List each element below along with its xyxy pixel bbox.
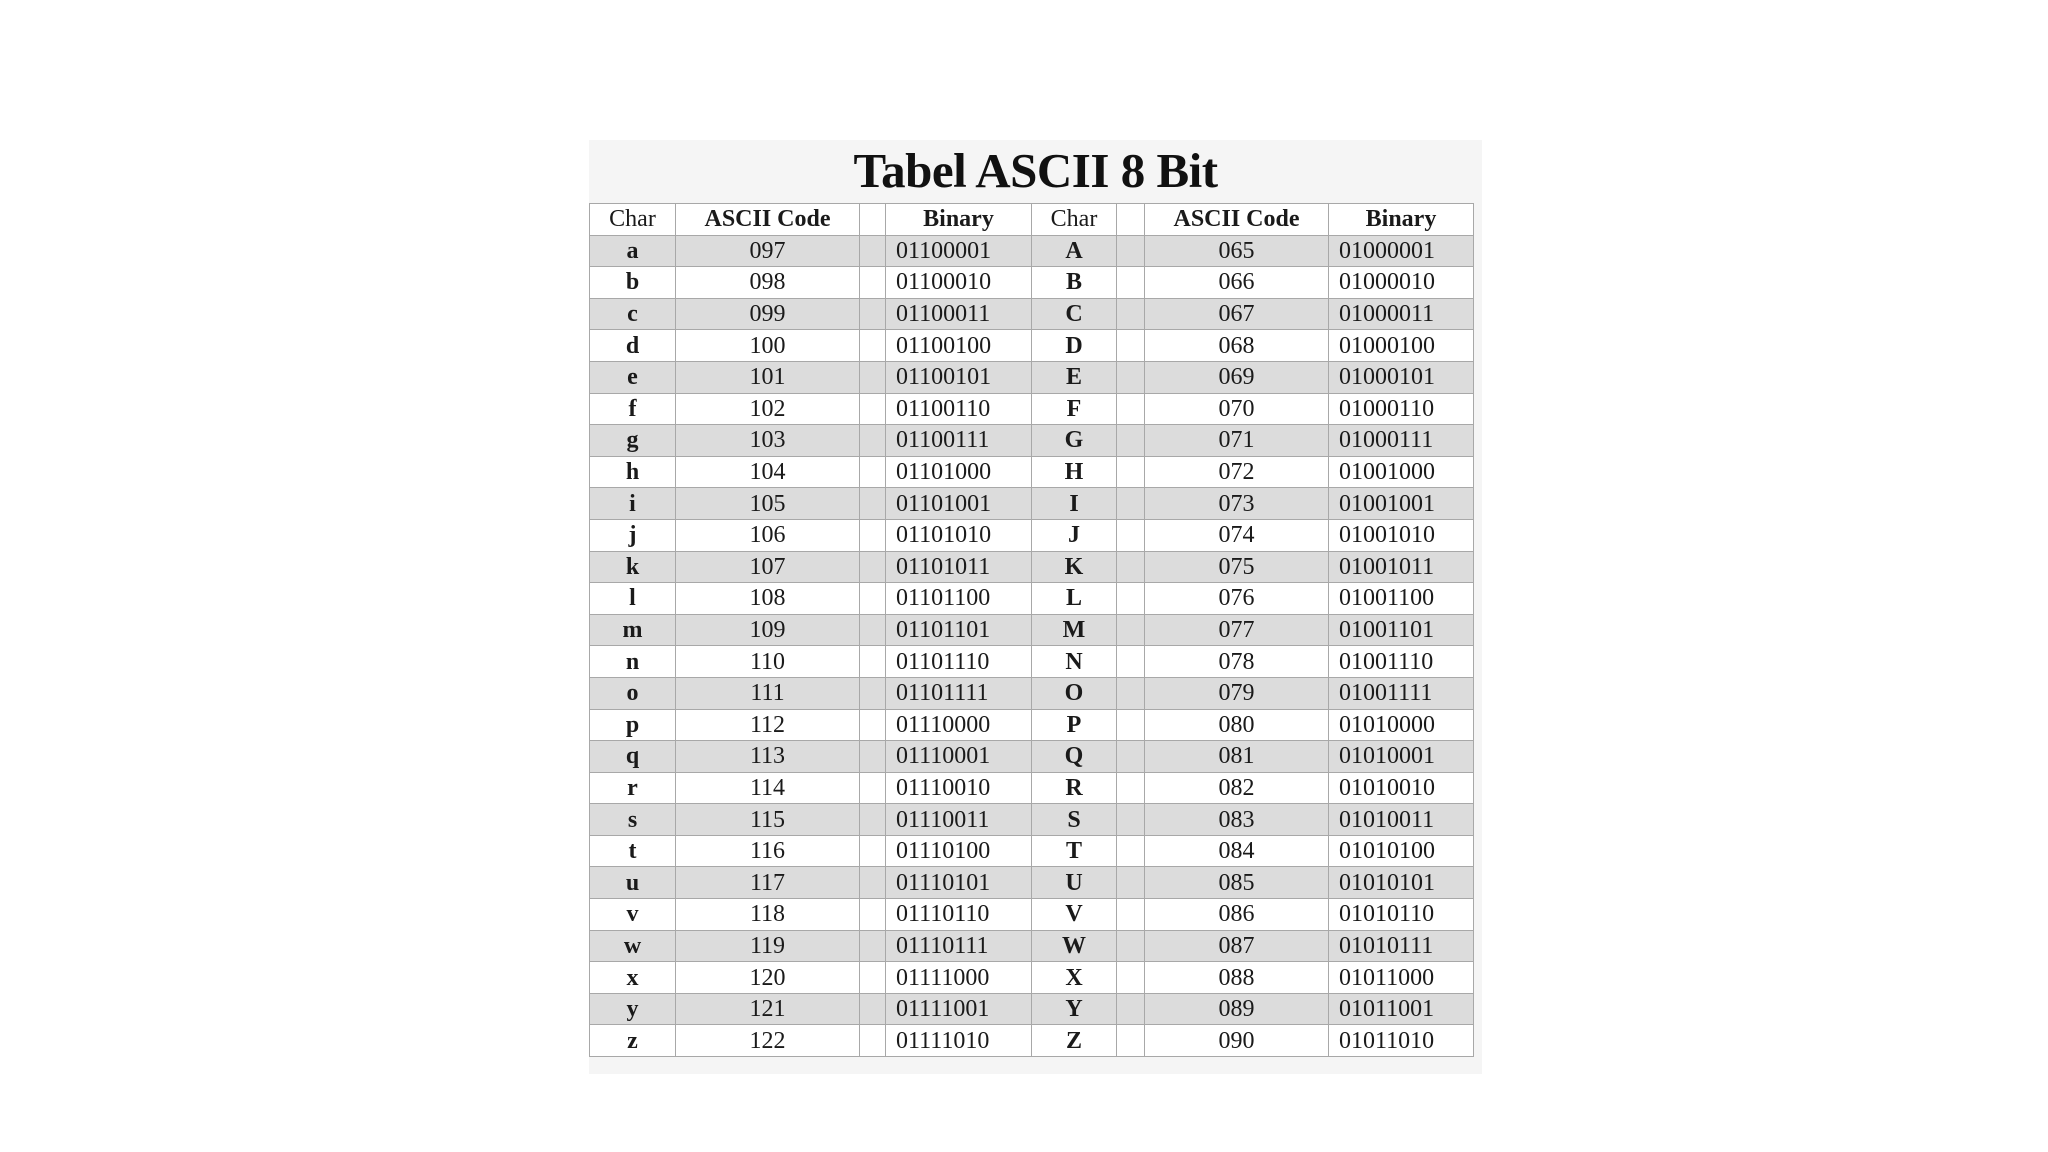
spacer-cell bbox=[860, 298, 886, 330]
char-lowercase-cell: d bbox=[590, 330, 676, 362]
char-lowercase-cell: c bbox=[590, 298, 676, 330]
char-uppercase-cell: O bbox=[1032, 677, 1117, 709]
table-row bbox=[590, 614, 1474, 646]
binary-lowercase-cell: 01101000 bbox=[886, 456, 1032, 488]
binary-lowercase-cell: 01100110 bbox=[886, 393, 1032, 425]
char-lowercase-cell: t bbox=[590, 835, 676, 867]
table-row bbox=[590, 930, 1474, 962]
char-uppercase-cell: Y bbox=[1032, 993, 1117, 1025]
binary-uppercase-cell: 01001100 bbox=[1329, 583, 1474, 615]
spacer-cell bbox=[1117, 772, 1145, 804]
char-lowercase-cell: q bbox=[590, 741, 676, 773]
char-uppercase-cell: U bbox=[1032, 867, 1117, 899]
ascii-code-lowercase-cell: 116 bbox=[676, 835, 860, 867]
spacer-cell bbox=[1117, 551, 1145, 583]
spacer-cell bbox=[1117, 993, 1145, 1025]
ascii-code-lowercase-cell: 110 bbox=[676, 646, 860, 678]
char-uppercase-cell: S bbox=[1032, 804, 1117, 836]
ascii-code-lowercase-cell: 098 bbox=[676, 267, 860, 299]
binary-uppercase-cell: 01000001 bbox=[1329, 235, 1474, 267]
header-spacer bbox=[860, 204, 886, 236]
ascii-code-uppercase-cell: 069 bbox=[1145, 361, 1329, 393]
ascii-code-uppercase-cell: 070 bbox=[1145, 393, 1329, 425]
spacer-cell bbox=[860, 393, 886, 425]
char-lowercase-cell: n bbox=[590, 646, 676, 678]
ascii-code-uppercase-cell: 083 bbox=[1145, 804, 1329, 836]
binary-uppercase-cell: 01011001 bbox=[1329, 993, 1474, 1025]
table-row bbox=[590, 361, 1474, 393]
ascii-code-lowercase-cell: 119 bbox=[676, 930, 860, 962]
char-lowercase-cell: r bbox=[590, 772, 676, 804]
char-uppercase-cell: P bbox=[1032, 709, 1117, 741]
ascii-table-sheet bbox=[589, 140, 1482, 1074]
char-uppercase-cell: Q bbox=[1032, 741, 1117, 773]
spacer-cell bbox=[860, 835, 886, 867]
spacer-cell bbox=[1117, 1025, 1145, 1057]
binary-uppercase-cell: 01001011 bbox=[1329, 551, 1474, 583]
spacer-cell bbox=[860, 930, 886, 962]
ascii-code-uppercase-cell: 066 bbox=[1145, 267, 1329, 299]
char-uppercase-cell: M bbox=[1032, 614, 1117, 646]
spacer-cell bbox=[1117, 614, 1145, 646]
spacer-cell bbox=[1117, 899, 1145, 931]
spacer-cell bbox=[1117, 393, 1145, 425]
ascii-code-lowercase-cell: 102 bbox=[676, 393, 860, 425]
binary-uppercase-cell: 01001010 bbox=[1329, 519, 1474, 551]
header-ascii-code-lowercase: ASCII Code bbox=[676, 204, 860, 236]
table-row bbox=[590, 804, 1474, 836]
spacer-cell bbox=[860, 488, 886, 520]
binary-uppercase-cell: 01010101 bbox=[1329, 867, 1474, 899]
ascii-code-lowercase-cell: 101 bbox=[676, 361, 860, 393]
ascii-code-lowercase-cell: 113 bbox=[676, 741, 860, 773]
char-lowercase-cell: z bbox=[590, 1025, 676, 1057]
header-binary-lowercase: Binary bbox=[886, 204, 1032, 236]
char-lowercase-cell: h bbox=[590, 456, 676, 488]
char-uppercase-cell: G bbox=[1032, 425, 1117, 457]
char-lowercase-cell: o bbox=[590, 677, 676, 709]
spacer-cell bbox=[1117, 456, 1145, 488]
ascii-code-lowercase-cell: 120 bbox=[676, 962, 860, 994]
ascii-code-uppercase-cell: 076 bbox=[1145, 583, 1329, 615]
ascii-code-lowercase-cell: 114 bbox=[676, 772, 860, 804]
binary-uppercase-cell: 01011010 bbox=[1329, 1025, 1474, 1057]
spacer-cell bbox=[1117, 583, 1145, 615]
binary-uppercase-cell: 01010100 bbox=[1329, 835, 1474, 867]
binary-lowercase-cell: 01100101 bbox=[886, 361, 1032, 393]
char-uppercase-cell: H bbox=[1032, 456, 1117, 488]
binary-lowercase-cell: 01100011 bbox=[886, 298, 1032, 330]
table-row bbox=[590, 646, 1474, 678]
ascii-code-lowercase-cell: 111 bbox=[676, 677, 860, 709]
binary-uppercase-cell: 01010000 bbox=[1329, 709, 1474, 741]
ascii-code-uppercase-cell: 071 bbox=[1145, 425, 1329, 457]
header-char-uppercase: Char bbox=[1032, 204, 1117, 236]
ascii-code-lowercase-cell: 105 bbox=[676, 488, 860, 520]
ascii-code-lowercase-cell: 106 bbox=[676, 519, 860, 551]
spacer-cell bbox=[860, 962, 886, 994]
ascii-code-uppercase-cell: 084 bbox=[1145, 835, 1329, 867]
spacer-cell bbox=[1117, 709, 1145, 741]
spacer-cell bbox=[1117, 677, 1145, 709]
ascii-code-lowercase-cell: 118 bbox=[676, 899, 860, 931]
table-row bbox=[590, 330, 1474, 362]
spacer-cell bbox=[860, 646, 886, 678]
spacer-cell bbox=[1117, 519, 1145, 551]
spacer-cell bbox=[1117, 488, 1145, 520]
spacer-cell bbox=[1117, 867, 1145, 899]
ascii-code-lowercase-cell: 103 bbox=[676, 425, 860, 457]
spacer-cell bbox=[860, 614, 886, 646]
char-lowercase-cell: p bbox=[590, 709, 676, 741]
char-lowercase-cell: j bbox=[590, 519, 676, 551]
ascii-code-uppercase-cell: 082 bbox=[1145, 772, 1329, 804]
spacer-cell bbox=[860, 867, 886, 899]
char-lowercase-cell: w bbox=[590, 930, 676, 962]
table-row bbox=[590, 298, 1474, 330]
spacer-cell bbox=[1117, 741, 1145, 773]
spacer-cell bbox=[1117, 835, 1145, 867]
ascii-code-lowercase-cell: 112 bbox=[676, 709, 860, 741]
ascii-code-lowercase-cell: 107 bbox=[676, 551, 860, 583]
char-lowercase-cell: l bbox=[590, 583, 676, 615]
table-header-row bbox=[590, 204, 1474, 236]
ascii-code-lowercase-cell: 115 bbox=[676, 804, 860, 836]
binary-uppercase-cell: 01010110 bbox=[1329, 899, 1474, 931]
header-spacer bbox=[1117, 204, 1145, 236]
spacer-cell bbox=[1117, 804, 1145, 836]
ascii-code-lowercase-cell: 104 bbox=[676, 456, 860, 488]
spacer-cell bbox=[860, 235, 886, 267]
table-row bbox=[590, 962, 1474, 994]
spacer-cell bbox=[860, 804, 886, 836]
binary-uppercase-cell: 01010111 bbox=[1329, 930, 1474, 962]
ascii-code-lowercase-cell: 097 bbox=[676, 235, 860, 267]
spacer-cell bbox=[1117, 330, 1145, 362]
table-row bbox=[590, 993, 1474, 1025]
spacer-cell bbox=[1117, 298, 1145, 330]
binary-lowercase-cell: 01101100 bbox=[886, 583, 1032, 615]
binary-lowercase-cell: 01101101 bbox=[886, 614, 1032, 646]
spacer-cell bbox=[1117, 267, 1145, 299]
table-row bbox=[590, 1025, 1474, 1057]
binary-lowercase-cell: 01110101 bbox=[886, 867, 1032, 899]
spacer-cell bbox=[860, 456, 886, 488]
spacer-cell bbox=[860, 677, 886, 709]
table-row bbox=[590, 583, 1474, 615]
spacer-cell bbox=[1117, 361, 1145, 393]
table-row bbox=[590, 741, 1474, 773]
binary-uppercase-cell: 01011000 bbox=[1329, 962, 1474, 994]
spacer-cell bbox=[860, 709, 886, 741]
ascii-table bbox=[589, 203, 1474, 1057]
binary-lowercase-cell: 01110111 bbox=[886, 930, 1032, 962]
table-row bbox=[590, 456, 1474, 488]
spacer-cell bbox=[860, 772, 886, 804]
char-lowercase-cell: m bbox=[590, 614, 676, 646]
ascii-code-uppercase-cell: 090 bbox=[1145, 1025, 1329, 1057]
char-uppercase-cell: J bbox=[1032, 519, 1117, 551]
char-uppercase-cell: Z bbox=[1032, 1025, 1117, 1057]
binary-lowercase-cell: 01100010 bbox=[886, 267, 1032, 299]
spacer-cell bbox=[860, 267, 886, 299]
binary-lowercase-cell: 01101010 bbox=[886, 519, 1032, 551]
spacer-cell bbox=[1117, 930, 1145, 962]
char-uppercase-cell: C bbox=[1032, 298, 1117, 330]
char-uppercase-cell: T bbox=[1032, 835, 1117, 867]
char-lowercase-cell: b bbox=[590, 267, 676, 299]
ascii-code-uppercase-cell: 075 bbox=[1145, 551, 1329, 583]
spacer-cell bbox=[1117, 962, 1145, 994]
char-lowercase-cell: g bbox=[590, 425, 676, 457]
binary-lowercase-cell: 01110100 bbox=[886, 835, 1032, 867]
char-uppercase-cell: E bbox=[1032, 361, 1117, 393]
binary-lowercase-cell: 01111001 bbox=[886, 993, 1032, 1025]
ascii-code-uppercase-cell: 079 bbox=[1145, 677, 1329, 709]
char-lowercase-cell: x bbox=[590, 962, 676, 994]
spacer-cell bbox=[1117, 235, 1145, 267]
char-lowercase-cell: v bbox=[590, 899, 676, 931]
binary-uppercase-cell: 01000110 bbox=[1329, 393, 1474, 425]
ascii-code-uppercase-cell: 077 bbox=[1145, 614, 1329, 646]
binary-lowercase-cell: 01101011 bbox=[886, 551, 1032, 583]
ascii-code-uppercase-cell: 067 bbox=[1145, 298, 1329, 330]
binary-uppercase-cell: 01000011 bbox=[1329, 298, 1474, 330]
header-binary-uppercase: Binary bbox=[1329, 204, 1474, 236]
binary-lowercase-cell: 01110000 bbox=[886, 709, 1032, 741]
spacer-cell bbox=[1117, 425, 1145, 457]
ascii-code-lowercase-cell: 100 bbox=[676, 330, 860, 362]
table-row bbox=[590, 899, 1474, 931]
binary-lowercase-cell: 01101111 bbox=[886, 677, 1032, 709]
page-title: Tabel ASCII 8 Bit bbox=[853, 143, 1218, 198]
char-uppercase-cell: A bbox=[1032, 235, 1117, 267]
char-uppercase-cell: X bbox=[1032, 962, 1117, 994]
char-lowercase-cell: e bbox=[590, 361, 676, 393]
binary-uppercase-cell: 01000111 bbox=[1329, 425, 1474, 457]
ascii-code-lowercase-cell: 099 bbox=[676, 298, 860, 330]
table-row bbox=[590, 835, 1474, 867]
ascii-code-uppercase-cell: 085 bbox=[1145, 867, 1329, 899]
binary-lowercase-cell: 01110011 bbox=[886, 804, 1032, 836]
ascii-code-uppercase-cell: 087 bbox=[1145, 930, 1329, 962]
ascii-code-lowercase-cell: 121 bbox=[676, 993, 860, 1025]
binary-uppercase-cell: 01001110 bbox=[1329, 646, 1474, 678]
binary-uppercase-cell: 01001101 bbox=[1329, 614, 1474, 646]
spacer-cell bbox=[860, 330, 886, 362]
table-row bbox=[590, 267, 1474, 299]
binary-lowercase-cell: 01110001 bbox=[886, 741, 1032, 773]
char-uppercase-cell: L bbox=[1032, 583, 1117, 615]
binary-lowercase-cell: 01100100 bbox=[886, 330, 1032, 362]
ascii-code-uppercase-cell: 088 bbox=[1145, 962, 1329, 994]
char-lowercase-cell: i bbox=[590, 488, 676, 520]
spacer-cell bbox=[860, 583, 886, 615]
header-char-lowercase: Char bbox=[590, 204, 676, 236]
table-row bbox=[590, 235, 1474, 267]
spacer-cell bbox=[860, 361, 886, 393]
table-body bbox=[590, 235, 1474, 1056]
char-uppercase-cell: V bbox=[1032, 899, 1117, 931]
char-uppercase-cell: I bbox=[1032, 488, 1117, 520]
table-row bbox=[590, 393, 1474, 425]
ascii-code-uppercase-cell: 086 bbox=[1145, 899, 1329, 931]
ascii-code-lowercase-cell: 109 bbox=[676, 614, 860, 646]
ascii-code-uppercase-cell: 065 bbox=[1145, 235, 1329, 267]
char-lowercase-cell: k bbox=[590, 551, 676, 583]
table-row bbox=[590, 551, 1474, 583]
spacer-cell bbox=[860, 551, 886, 583]
binary-lowercase-cell: 01110110 bbox=[886, 899, 1032, 931]
table-row bbox=[590, 772, 1474, 804]
binary-uppercase-cell: 01001001 bbox=[1329, 488, 1474, 520]
spacer-cell bbox=[1117, 646, 1145, 678]
ascii-code-uppercase-cell: 074 bbox=[1145, 519, 1329, 551]
spacer-cell bbox=[860, 899, 886, 931]
ascii-code-uppercase-cell: 073 bbox=[1145, 488, 1329, 520]
table-row bbox=[590, 867, 1474, 899]
spacer-cell bbox=[860, 741, 886, 773]
char-lowercase-cell: s bbox=[590, 804, 676, 836]
char-uppercase-cell: N bbox=[1032, 646, 1117, 678]
char-lowercase-cell: f bbox=[590, 393, 676, 425]
binary-lowercase-cell: 01100001 bbox=[886, 235, 1032, 267]
char-lowercase-cell: y bbox=[590, 993, 676, 1025]
binary-lowercase-cell: 01101001 bbox=[886, 488, 1032, 520]
binary-uppercase-cell: 01001111 bbox=[1329, 677, 1474, 709]
ascii-code-uppercase-cell: 080 bbox=[1145, 709, 1329, 741]
ascii-code-uppercase-cell: 068 bbox=[1145, 330, 1329, 362]
ascii-code-uppercase-cell: 072 bbox=[1145, 456, 1329, 488]
binary-lowercase-cell: 01111000 bbox=[886, 962, 1032, 994]
char-uppercase-cell: R bbox=[1032, 772, 1117, 804]
table-row bbox=[590, 425, 1474, 457]
binary-uppercase-cell: 01010010 bbox=[1329, 772, 1474, 804]
char-uppercase-cell: B bbox=[1032, 267, 1117, 299]
ascii-code-lowercase-cell: 122 bbox=[676, 1025, 860, 1057]
header-ascii-code-uppercase: ASCII Code bbox=[1145, 204, 1329, 236]
table-row bbox=[590, 519, 1474, 551]
spacer-cell bbox=[860, 519, 886, 551]
spacer-cell bbox=[860, 425, 886, 457]
ascii-code-uppercase-cell: 081 bbox=[1145, 741, 1329, 773]
ascii-code-lowercase-cell: 108 bbox=[676, 583, 860, 615]
spacer-cell bbox=[860, 993, 886, 1025]
binary-uppercase-cell: 01000100 bbox=[1329, 330, 1474, 362]
spacer-cell bbox=[860, 1025, 886, 1057]
table-row bbox=[590, 677, 1474, 709]
binary-lowercase-cell: 01100111 bbox=[886, 425, 1032, 457]
binary-uppercase-cell: 01010001 bbox=[1329, 741, 1474, 773]
ascii-code-lowercase-cell: 117 bbox=[676, 867, 860, 899]
binary-uppercase-cell: 01010011 bbox=[1329, 804, 1474, 836]
ascii-code-uppercase-cell: 089 bbox=[1145, 993, 1329, 1025]
binary-uppercase-cell: 01000010 bbox=[1329, 267, 1474, 299]
char-uppercase-cell: D bbox=[1032, 330, 1117, 362]
binary-lowercase-cell: 01101110 bbox=[886, 646, 1032, 678]
binary-uppercase-cell: 01000101 bbox=[1329, 361, 1474, 393]
table-row bbox=[590, 488, 1474, 520]
binary-uppercase-cell: 01001000 bbox=[1329, 456, 1474, 488]
ascii-code-uppercase-cell: 078 bbox=[1145, 646, 1329, 678]
char-uppercase-cell: F bbox=[1032, 393, 1117, 425]
char-uppercase-cell: W bbox=[1032, 930, 1117, 962]
char-lowercase-cell: u bbox=[590, 867, 676, 899]
binary-lowercase-cell: 01111010 bbox=[886, 1025, 1032, 1057]
char-uppercase-cell: K bbox=[1032, 551, 1117, 583]
char-lowercase-cell: a bbox=[590, 235, 676, 267]
binary-lowercase-cell: 01110010 bbox=[886, 772, 1032, 804]
table-row bbox=[590, 709, 1474, 741]
